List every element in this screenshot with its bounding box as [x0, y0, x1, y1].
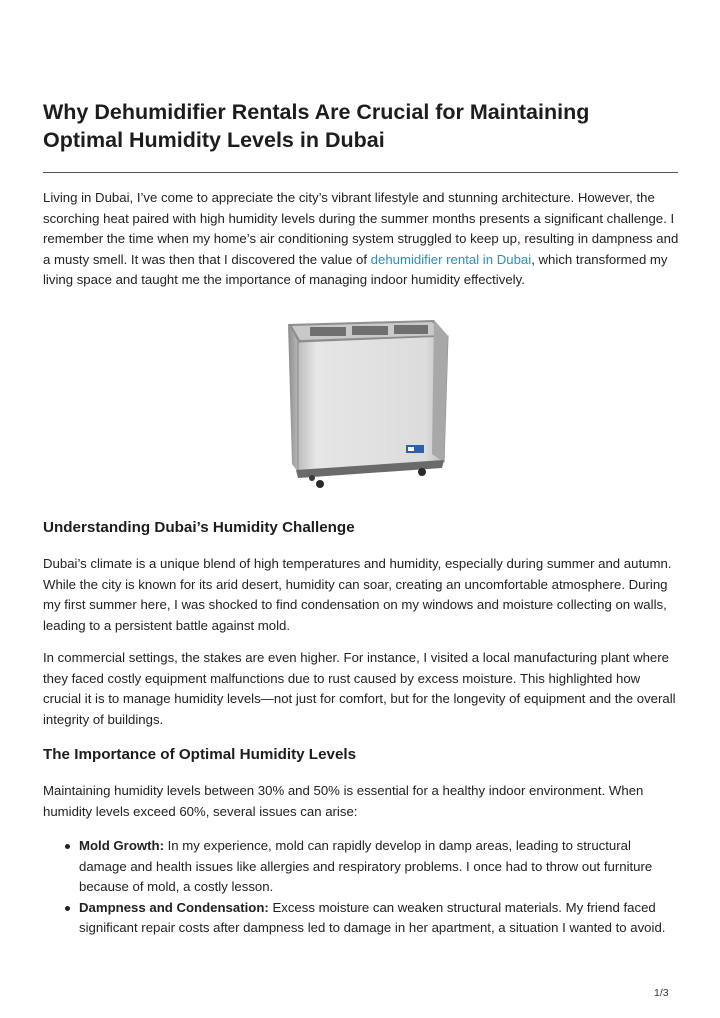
intro-text-after-link: , which transformed my living space and taught me the importance of managing indoor humidity effectively. [43, 251, 668, 288]
humidity-issues-list [43, 836, 681, 939]
page-number: 1/3 [654, 987, 669, 999]
list-item-term: Dampness and Condensation: [79, 899, 269, 915]
list-item [43, 898, 681, 939]
section1-paragraph-2: In commercial settings, the stakes are even higher. For instance, I visited a local manufacturing plant where they faced costly equipment malfunctions due to rust caused by excess moisture. This highlighted how crucial it is to manage humidity levels—not just for comfort, but for the longevity of equipment and the overall integrity of buildings. [43, 650, 676, 727]
title-divider [43, 172, 678, 173]
section1-paragraph-1: Dubai’s climate is a unique blend of high temperatures and humidity, especially during summer and autumn. While the city is known for its arid desert, humidity can soar, creating an uncomfortable atmosphere. During my first summer here, I was shocked to find condensation on my windows and moisture collecting on walls, leading to a persistent battle against mold. [43, 556, 672, 633]
section2-paragraph-1: Maintaining humidity levels between 30% and 50% is essential for a healthy indoor environment. When humidity levels exceed 60%, several issues can arise: [43, 783, 644, 819]
list-item-term: Mold Growth: [79, 838, 164, 853]
dehumidifier-image [252, 302, 470, 504]
list-item-text: Excess moisture can weaken structural materials. My friend faced significant repair costs after dampness led to damage in her apartment, a situation I wanted to avoid. [79, 899, 666, 936]
dehumidifier-rental-link[interactable]: dehumidifier rental in Dubai [370, 251, 532, 267]
intro-paragraph [43, 188, 681, 291]
section-heading-optimal-humidity: The Importance of Optimal Humidity Levels [43, 746, 357, 763]
page-title: Why Dehumidifier Rentals Are Crucial for Maintaining Optimal Humidity Levels in Dubai [43, 100, 590, 152]
list-item [43, 836, 681, 898]
intro-text-before-link: Living in Dubai, I’ve come to appreciate the city’s vibrant lifestyle and stunning architecture. However, the scorching heat paired with high humidity levels during the summer months presents a significant challenge. I remember the time when my home’s air conditioning system struggled to keep up, resulting in dampness and a musty smell. It was then that I discovered the value of [43, 190, 679, 267]
section-heading-humidity-challenge: Understanding Dubai’s Humidity Challenge [43, 519, 355, 536]
list-item-text: In my experience, mold can rapidly develop in damp areas, leading to structural damage and health issues like allergies and respiratory problems. I once had to throw out furniture because of mold, a costly lesson. [79, 838, 653, 895]
